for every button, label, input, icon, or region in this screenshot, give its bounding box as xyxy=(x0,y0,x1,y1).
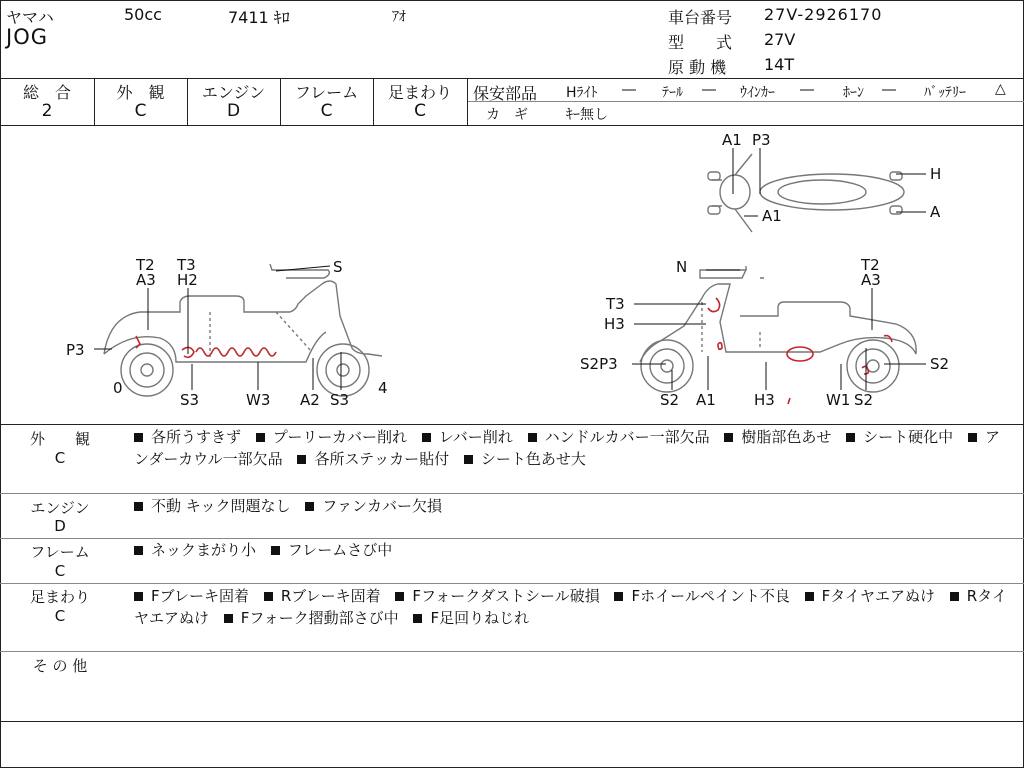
diagram-label: A2 xyxy=(300,391,320,409)
remark-list-frame: ネックまがり小 フレームさび中 xyxy=(134,539,1014,561)
divider xyxy=(0,424,1024,425)
diagram-label: P3 xyxy=(66,341,85,359)
diagram-label: A1 xyxy=(762,207,782,225)
diagram-label: T3 xyxy=(606,295,625,313)
safety-value-tail: ― xyxy=(702,82,716,98)
grade-value-suspension: C xyxy=(414,101,426,121)
grade-label-suspension: 足まわり xyxy=(387,83,452,102)
remark-title-engine: エンジン xyxy=(30,499,90,517)
safety-value-winker: ― xyxy=(800,82,814,98)
divider xyxy=(0,721,1024,722)
leader-lines xyxy=(94,148,926,390)
displacement: 50cc xyxy=(124,5,162,24)
remark-list-engine: 不動 キック問題なし ファンカバー欠損 xyxy=(134,495,1014,517)
diagram-label: A1 xyxy=(696,391,716,409)
remark-list-exterior: 各所うすきず プーリーカバー削れ レバー削れ ハンドルカバー一部欠品 樹脂部色あせ シート硬化中 アンダーカウル一部欠品 各所ステッカー貼付 シート色あせ大 xyxy=(134,428,1000,468)
grade-value-exterior: C xyxy=(134,101,147,121)
type-label: 型 式 xyxy=(668,33,733,52)
diagram-label: S2 xyxy=(930,355,950,373)
diagram-label: A xyxy=(930,203,941,221)
safety-label: 保安部品 xyxy=(473,84,538,103)
remark-grade-exterior: C xyxy=(54,449,66,467)
diagram-label: 0 xyxy=(113,379,123,397)
safety-item-winker: ｳｲﾝｶｰ xyxy=(740,85,775,101)
diagram-label: 4 xyxy=(378,379,388,397)
remark-title-other: そ の 他 xyxy=(32,657,88,675)
diagram-label: H xyxy=(930,165,942,183)
divider xyxy=(0,583,1024,584)
divider xyxy=(0,78,1024,79)
remark-grade-suspension: C xyxy=(54,607,66,625)
diagram-label: T2 xyxy=(136,256,155,274)
color: ｱｵ xyxy=(392,9,406,25)
diagram-label: P3 xyxy=(752,131,771,149)
diagram-label: A3 xyxy=(861,271,881,289)
safety-value-battery: △ xyxy=(995,81,1006,97)
grade-label-exterior: 外 観 xyxy=(116,83,165,102)
grade-value-overall: 2 xyxy=(41,101,53,121)
safety-item-headlight: Hﾗｲﾄ xyxy=(566,85,598,101)
diagram-label: H3 xyxy=(754,391,775,409)
chassis-label: 車台番号 xyxy=(668,8,733,27)
mileage: 7411 ｷﾛ xyxy=(228,8,290,27)
safety-value-headlight: ― xyxy=(622,82,636,98)
diagram-label: S xyxy=(333,258,343,276)
scooter-top-view xyxy=(708,154,904,232)
divider xyxy=(0,493,1024,494)
key-value: ｷｰ無し xyxy=(566,107,608,123)
diagram-label: S2P3 xyxy=(580,355,618,373)
damage-diagram xyxy=(0,126,1024,424)
diagram-label: T2 xyxy=(861,256,880,274)
type-value: 27V xyxy=(764,30,796,49)
grade-label-frame: フレーム xyxy=(294,83,359,102)
remark-grade-engine: D xyxy=(54,517,66,535)
grade-label-engine: エンジン xyxy=(201,83,266,102)
diagram-label: S3 xyxy=(180,391,200,409)
chassis-value: 27V-2926170 xyxy=(764,5,883,24)
remark-title-exterior: 外 観 xyxy=(29,430,90,448)
grade-label-overall: 総 合 xyxy=(22,83,71,102)
divider xyxy=(0,651,1024,652)
safety-item-horn: ﾎｰﾝ xyxy=(843,85,864,101)
diagram-label: S2 xyxy=(854,391,874,409)
engine-label: 原 動 機 xyxy=(668,58,727,77)
key-label: カ ギ xyxy=(486,107,528,123)
diagram-label: W3 xyxy=(246,391,271,409)
safety-item-battery: ﾊﾞｯﾃﾘｰ xyxy=(924,85,966,101)
diagram-label: T3 xyxy=(177,256,196,274)
diagram-label: A3 xyxy=(136,271,156,289)
safety-item-tail: ﾃｰﾙ xyxy=(662,85,683,101)
maker: ヤマハ xyxy=(6,8,54,27)
diagram-label: S2 xyxy=(660,391,680,409)
diagram-label: S3 xyxy=(330,391,350,409)
remark-grade-frame: C xyxy=(54,562,66,580)
grade-value-engine: D xyxy=(226,101,241,121)
safety-value-horn: ― xyxy=(882,82,896,98)
model-name: JOG xyxy=(6,25,48,49)
grade-value-frame: C xyxy=(320,101,333,121)
remark-title-suspension: 足まわり xyxy=(29,588,90,606)
diagram-label: H3 xyxy=(604,315,625,333)
remark-list-suspension: Fブレーキ固着 Rブレーキ固着 Fフォークダストシール破損 Fホイールペイント不良 Fタイヤエアぬけ Rタイヤエアぬけ Fフォーク摺動部さび中 F足回りねじれ xyxy=(134,587,1007,627)
diagram-label: W1 xyxy=(826,391,851,409)
diagram-label: N xyxy=(676,258,688,276)
engine-value: 14T xyxy=(764,55,795,74)
remark-title-frame: フレーム xyxy=(30,543,90,561)
diagram-label: A1 xyxy=(722,131,742,149)
diagram-label: H2 xyxy=(177,271,198,289)
divider xyxy=(467,78,468,125)
